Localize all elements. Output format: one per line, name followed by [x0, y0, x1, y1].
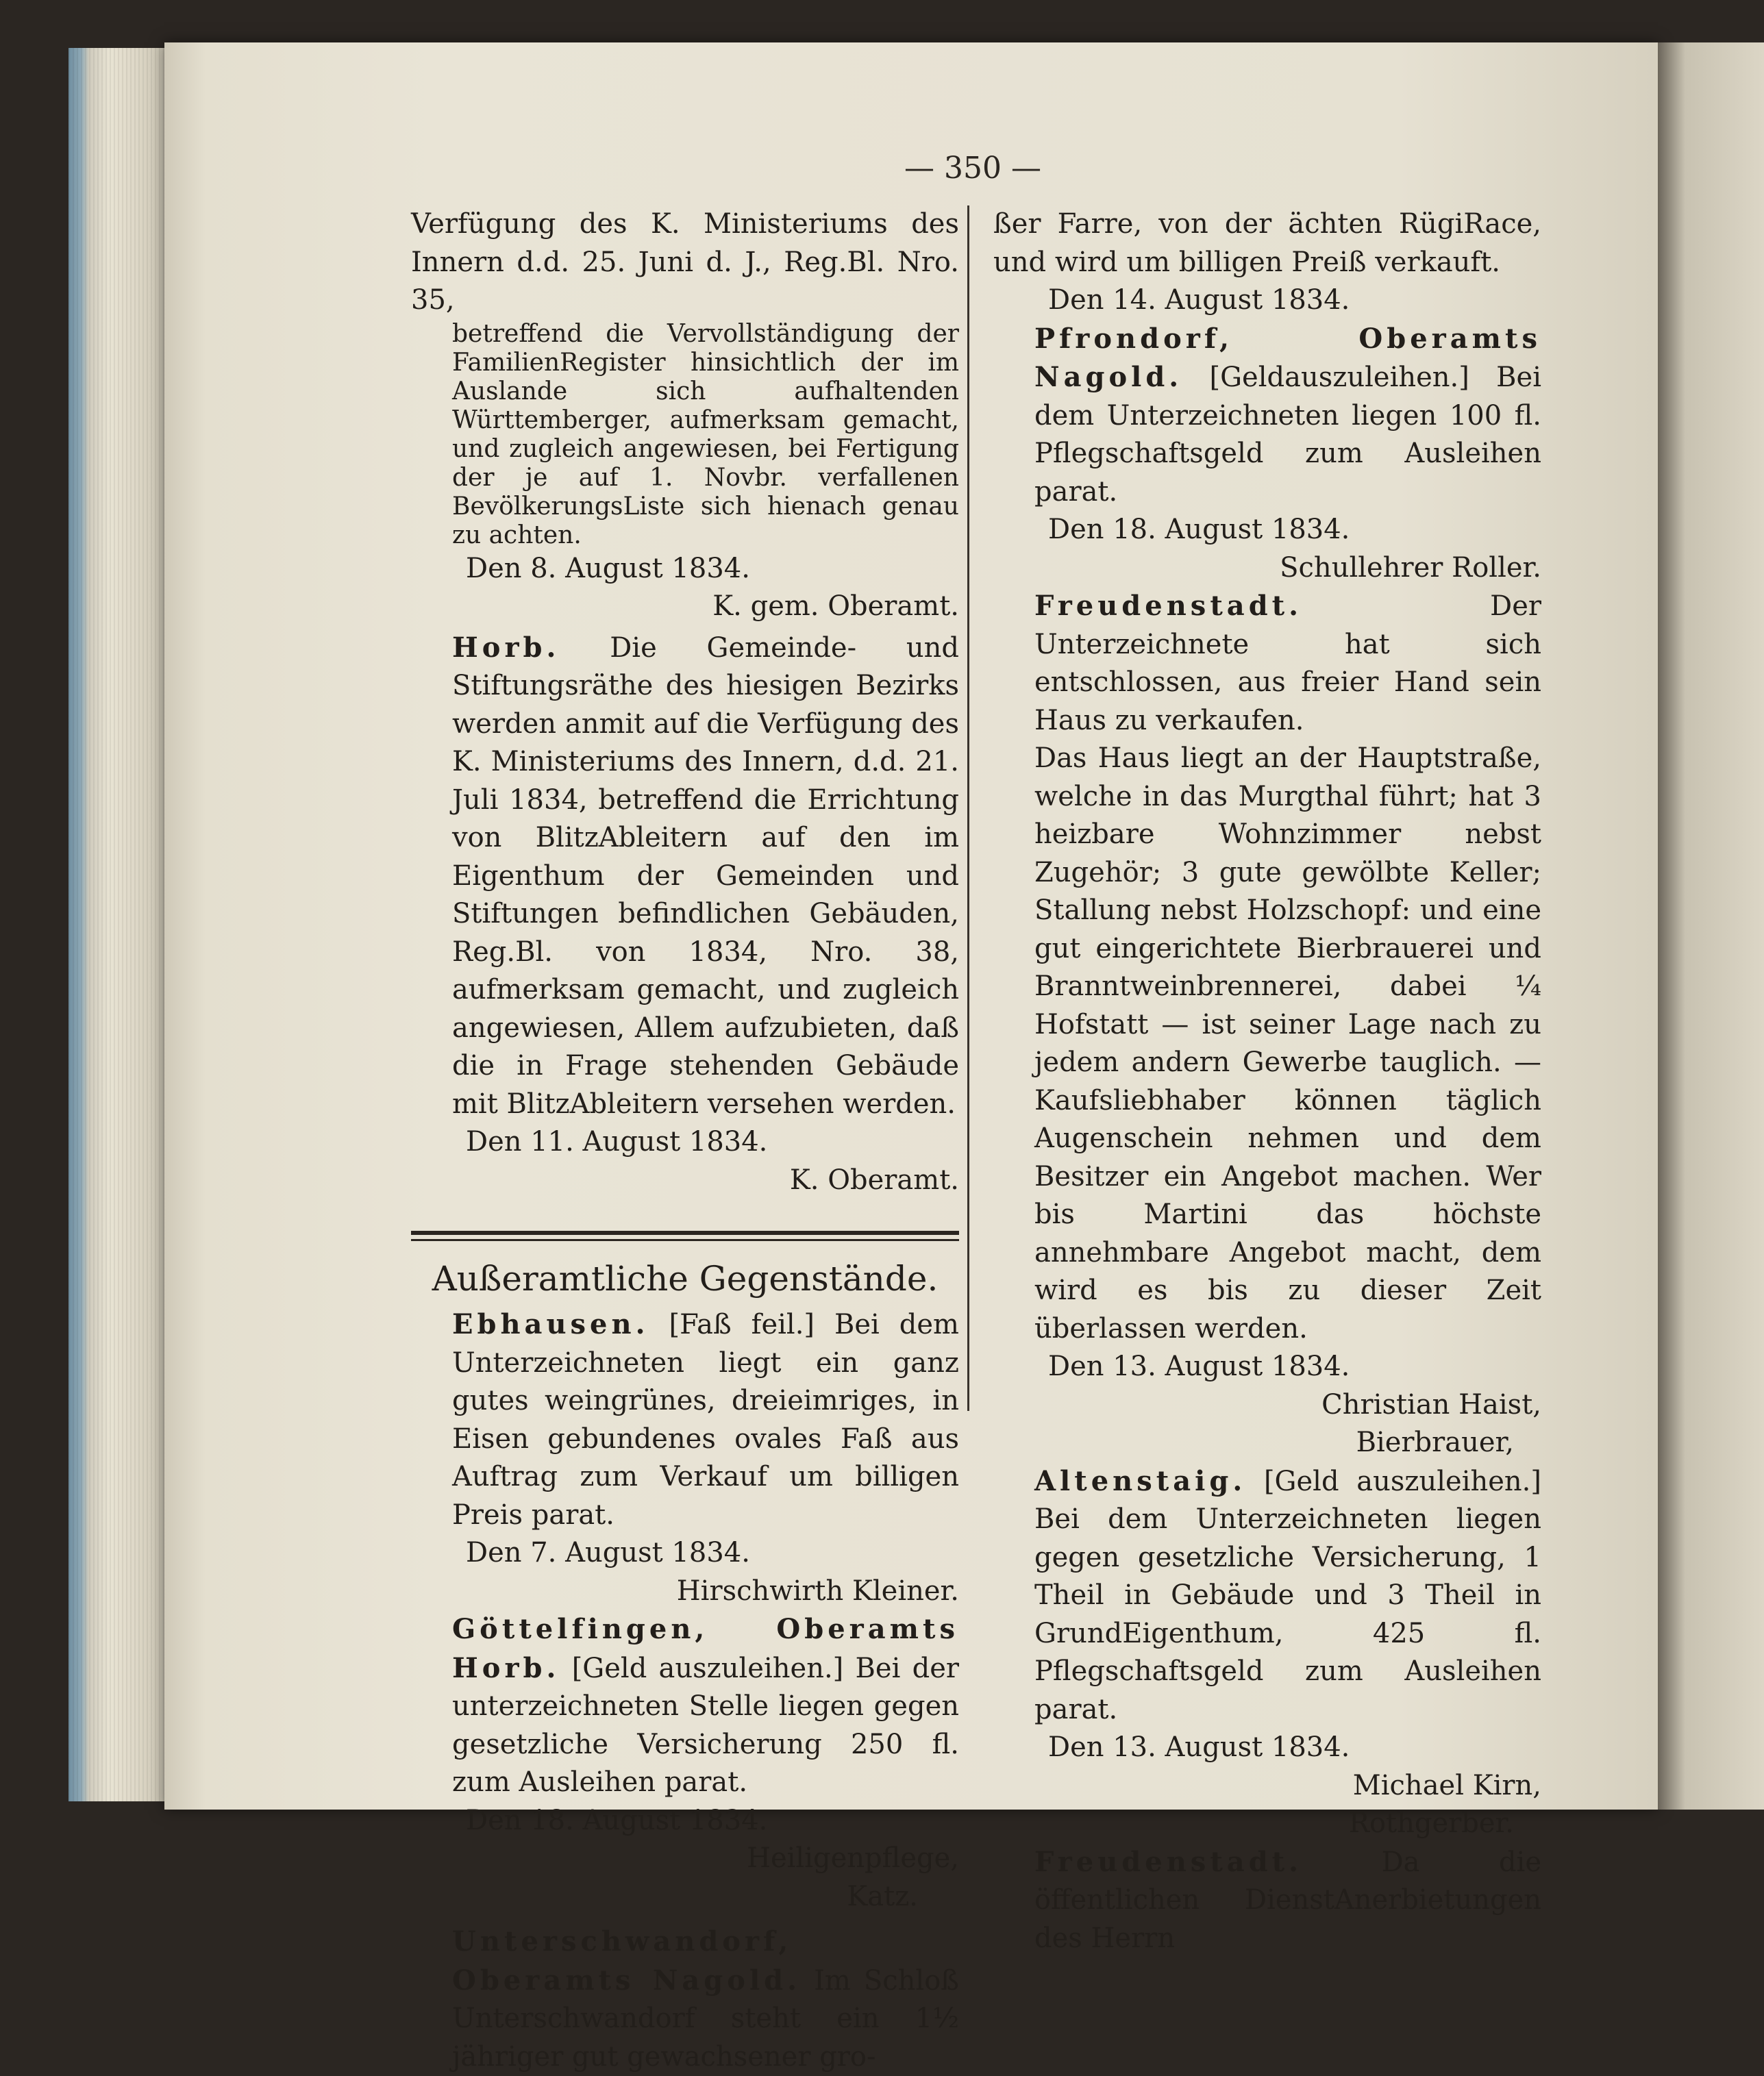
notice-freudenstadt-haus [993, 587, 1541, 1462]
notice-place: Unterschwandorf, Oberamts Nagold. [452, 1925, 802, 1997]
notice-body: [Geld auszuleihen.] Bei der unterzeichneten Stelle liegen gegen gesetzliche Versicherung 250 fl. zum Ausleihen parat. [452, 1652, 959, 1798]
notice-place: Altenstaig. [1034, 1464, 1247, 1497]
notice-signature: Michael Kirn, [1352, 1769, 1541, 1801]
notice-intro: Verfügung des K. Ministeriums des Innern d.d. 25. Juni d. J., Reg.Bl. Nro. 35, [411, 208, 959, 316]
notice-goettelfingen [411, 1610, 959, 1916]
page-number: — 350 — [904, 151, 1041, 186]
notice-unterschwandorf [411, 1923, 959, 2076]
notice-farre-continued [993, 205, 1541, 320]
notice-pfrondorf [993, 320, 1541, 588]
notice-place: Freudenstadt. [1034, 1845, 1303, 1878]
notice-signature-title: Rothgerber. [1348, 1808, 1514, 1839]
notice-signature: K. gem. Oberamt. [712, 590, 959, 622]
section-heading: Außeramtliche Gegenstände. [432, 1259, 939, 1299]
notice-signature-name: Katz. [847, 1880, 918, 1912]
notice-body: ßer Farre, von der ächten RügiRace, und wird um billigen Preiß verkauft. [993, 208, 1541, 278]
notice-signature: Heiligenpflege, [747, 1842, 959, 1874]
notice-ministry-familienregister [411, 205, 959, 626]
notice-date: Den 13. August 1834. [1048, 1731, 1350, 1763]
notice-body: [Geld auszuleihen.] Bei dem Unterzeichneten liegen gegen gesetzliche Versicherung, 1 Theil in Gebäude und 3 Theil in GrundEigenthum, 425 fl. Pflegschaftsgeld zum Ausleihen parat. [1034, 1465, 1541, 1725]
book-page-edges [69, 48, 171, 1801]
section-rule-thin [411, 1239, 959, 1241]
column-divider [967, 205, 969, 1411]
notice-place: Ebhausen. [452, 1308, 649, 1340]
notice-body: Da die öffentlichen DienstAnerbietungen des Herrn [1034, 1846, 1542, 1954]
notice-signature: Christian Haist, [1321, 1388, 1541, 1421]
notice-body: Im Schloß Unterschwandorf steht ein 1½ jähriger gut gewachsener gro- [452, 1964, 960, 2073]
notice-horb-blitzableiter [411, 629, 959, 1200]
notice-body: [Geldauszuleihen.] Bei dem Unterzeichneten liegen 100 fl. Pflegschaftsgeld zum Ausleihen parat. [1034, 362, 1542, 508]
notice-body: Die Gemeinde- und Stiftungsräthe des hiesigen Bezirks werden anmit auf die Verfügung des K. Ministeriums des Innern, d.d. 21. Juli 1834, betreffend die Errichtung von BlitzAbleitern auf den im Eigenthum der Gemeinden und Stiftungen befindlichen Gebäuden, Reg.Bl. von 1834, Nro. 38, aufmerksam gemacht, und zugleich angewiesen, Allem aufzubieten, daß die in Frage stehenden Gebäude mit BlitzAbleitern versehen werden. [452, 631, 960, 1120]
left-column [411, 205, 959, 2076]
notice-signature: K. Oberamt. [789, 1164, 959, 1196]
notice-ebhausen [411, 1305, 959, 1610]
right-column [993, 205, 1541, 1958]
notice-place: Pfrondorf, Oberamts Nagold. [1034, 322, 1541, 393]
notice-freudenstadt-dienst [993, 1843, 1541, 1958]
notice-date: Den 18. August 1834. [1048, 514, 1350, 545]
notice-body: Der Unterzeichnete hat sich entschlossen, aus freier Hand sein Haus zu verkaufen. [1034, 590, 1541, 736]
notice-date: Den 14. August 1834. [1048, 284, 1350, 316]
facing-page-edge [1658, 42, 1764, 1810]
notice-date: Den 7. August 1834. [466, 1537, 750, 1568]
notice-signature-title: Bierbrauer, [1356, 1427, 1514, 1458]
notice-place: Freudenstadt. [1034, 590, 1303, 622]
notice-signature: Hirschwirth Kleiner. [676, 1575, 959, 1607]
notice-body: betreffend die Vervollständigung der FamilienRegister hinsichtlich der im Auslande sich aufhaltenden Württemberger, aufmerksam gemacht, und zugleich angewiesen, bei Fertigung der je auf 1. Novbr. verfallenen BevölkerungsListe sich hienach genau zu achten. [452, 319, 959, 549]
notice-date: Den 11. August 1834. [466, 1126, 768, 1158]
notice-signature: Schullehrer Roller. [1280, 551, 1541, 584]
notice-altenstaig [993, 1462, 1541, 1843]
notice-place: Horb. [452, 631, 560, 664]
notice-date: Den 8. August 1834. [466, 552, 750, 584]
section-rule-thick [411, 1231, 959, 1235]
notice-place: Göttelfingen, Oberamts Horb. [452, 1613, 959, 1684]
notice-body: [Faß feil.] Bei dem Unterzeichneten liegt ein ganz gutes weingrünes, dreieimriges, in Eisen gebundenes ovales Faß aus Auftrag zum Verkauf um billigen Preis parat. [452, 1309, 959, 1531]
notice-date: Den 13. August 1834. [1048, 1351, 1350, 1382]
notice-date: Den 18. August 1834. [466, 1804, 768, 1836]
notice-body-2: Das Haus liegt an der Hauptstraße, welche in das Murgthal führt; hat 3 heizbare Wohnzimmer nebst Zugehör; 3 gute gewölbte Keller; Stallung nebst Holzschopf: und eine gut eingerichtete Bierbrauerei und Branntweinbrennerei, dabei ¼ Hofstatt — ist seiner Lage nach zu jedem andern Gewerbe tauglich. — Kaufsliebhaber können täglich Augenschein nehmen und dem Besitzer ein Angebot machen. Wer bis Martini das höchste annehmbare Angebot macht, dem wird es bis zu dieser Zeit überlassen werden. [1034, 742, 1541, 1345]
